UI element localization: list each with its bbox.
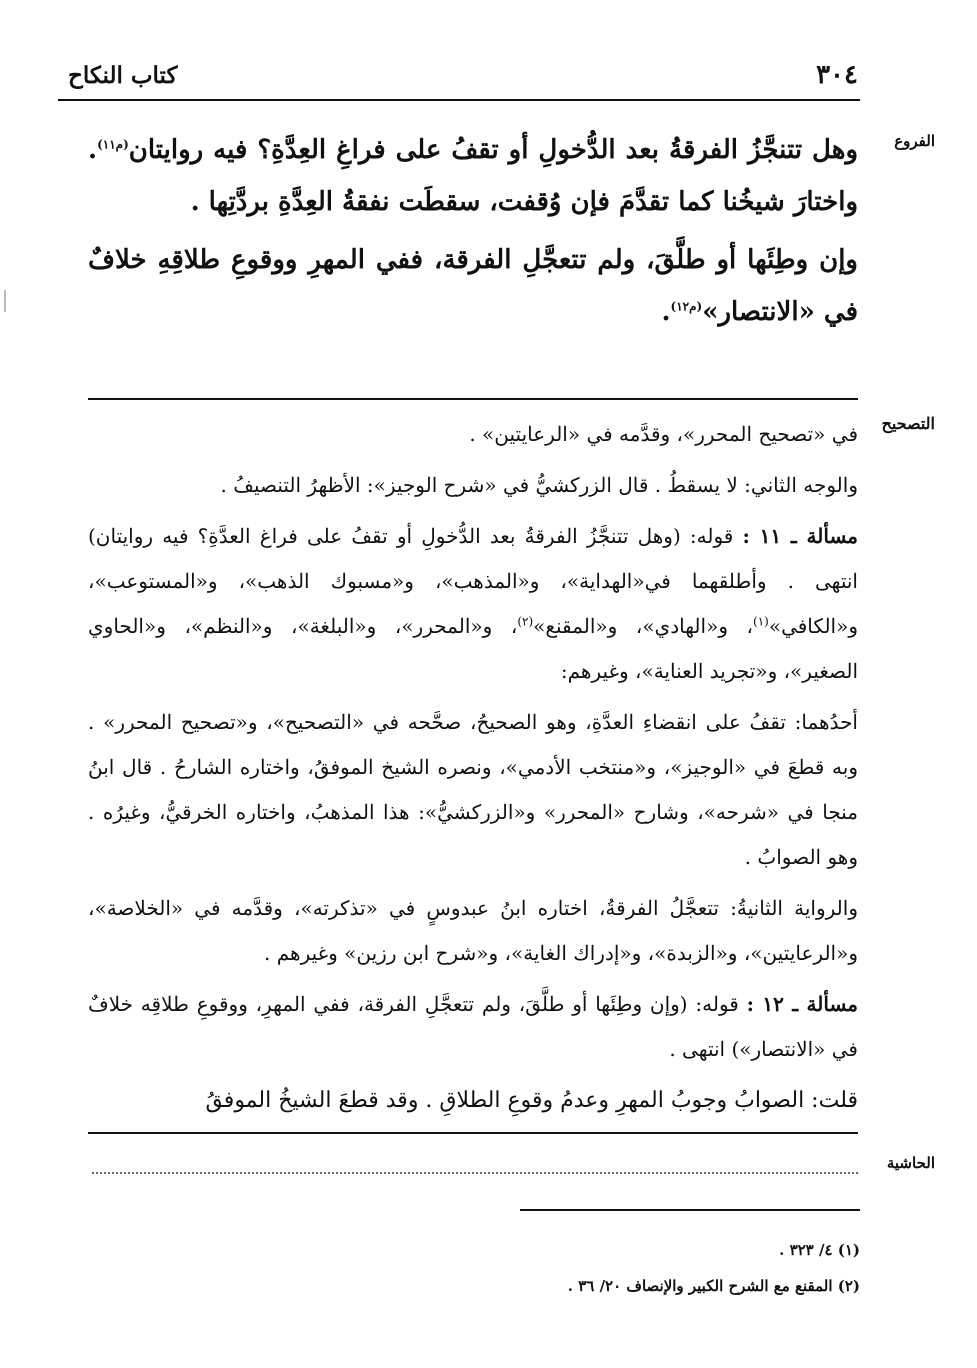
tashih-paragraph	[88, 514, 858, 694]
note-marker: (م١١)	[97, 137, 129, 152]
tashih-paragraph: والرواية الثانيةُ: تتعجَّلُ الفرقةُ، اختاره ابنُ عبدوسٍ في «تذكرته»، وقدَّمه في «الخلاصة»، و«الرعايتين»، و«الزبدة»، و«إدراك الغاية»، و«شرح ابن رزين» وغيرهم .	[88, 896, 858, 965]
section-divider	[88, 398, 858, 400]
footnotes	[300, 1232, 860, 1304]
issue-heading: مسألة ـ ١١ :	[742, 524, 858, 548]
tashih-paragraph	[88, 982, 858, 1072]
tashih-section-label: التصحيح	[881, 414, 935, 433]
tashih-paragraph: أحدُهما: تقفُ على انقضاءِ العدَّةِ، وهو الصحيحُ، صحَّحه في «التصحيح»، و«تصحيح المحرر» . وبه قطعَ في «الوجيز»، و«منتخب الأدمي»، ونصره الشيخ الموفقُ، واختاره الشارحُ . قال ابنُ منجا في «شرحه»، وشارح «المحرر» و«الزركشيُّ»: هذا المذهبُ، واختاره الخرقيُّ، وغيرُه . وهو الصوابُ .	[88, 710, 858, 869]
footnote-divider	[520, 1209, 860, 1211]
tashih-paragraph: في «تصحيح المحرر»، وقدَّمه في «الرعايتين» .	[469, 422, 858, 446]
furu-paragraph	[88, 124, 858, 228]
footnote-item: (١) ٤/ ٣٢٣ .	[779, 1241, 860, 1259]
issue-heading: مسألة ـ ١٢ :	[746, 992, 859, 1016]
margin-mark	[4, 290, 6, 312]
furu-text-block	[88, 124, 858, 338]
footnote-ref: (١)	[753, 614, 769, 629]
furu-text: .	[661, 297, 671, 327]
hashiya-section-label: الحاشية	[886, 1154, 935, 1172]
tashih-text: ، و«الهادي»، و«المقنع»	[533, 614, 754, 638]
page-header	[58, 58, 858, 98]
tashih-text-block	[88, 412, 858, 1123]
hashiya-dotted-line	[92, 1172, 858, 1174]
note-marker: (م١٢)	[670, 299, 703, 314]
furu-paragraph	[88, 234, 858, 338]
furu-text: وإن وطِئَها أو طلَّقَ، ولم تتعجَّلِ الفرقة، ففي المهرِ ووقوعِ طلاقِهِ خلافٌ في «الانتصار»	[88, 245, 858, 327]
section-divider	[88, 1132, 858, 1134]
tashih-paragraph: قلت: الصوابُ وجوبُ المهرِ وعدمُ وقوعِ الطلاقِ . وقد قطعَ الشيخُ الموفقُ	[205, 1088, 858, 1113]
footnote-item: (٢) المقنع مع الشرح الكبير والإنصاف ٢٠/ ٣٦ .	[567, 1277, 860, 1295]
footnote-ref: (٢)	[517, 614, 534, 629]
furu-text: وهل تتنجَّزُ الفرقةُ بعد الدُّخولِ أو تقفُ على فراغِ العِدَّةِ؟ فيه روايتان	[128, 135, 858, 165]
page-number: ٣٠٤	[816, 60, 858, 90]
tashih-text: قوله: (وإن وطِئَها أو طلَّقَ، ولم تتعجَّلِ الفرقة، ففي المهرِ، ووقوعِ طلاقِه خلافٌ في «الانتصار») انتهى .	[88, 992, 858, 1061]
running-title: كتاب النكاح	[68, 62, 178, 89]
furu-text: . واختارَ شيخُنا كما تقدَّمَ فإن وُقفت، سقطَت نفقةُ العِدَّةِ بردَّتِها .	[88, 135, 858, 217]
tashih-paragraph: والوجه الثاني: لا يسقطُ . قال الزركشيُّ في «شرح الوجيز»: الأظهرُ التنصيفُ .	[220, 473, 858, 497]
tashih-text: قوله: (وهل تتنجَّزُ الفرقةُ بعد الدُّخولِ أو تقفُ على فراغ العدَّةِ؟ فيه روايتان) انتهى . وأطلقهما في«الهداية»، و«المذهب»، و«مسبوك الذهب»، و«المستوعب»، و«الكافي»	[88, 524, 858, 638]
tashih-text: ، و«المحرر»، و«البلغة»، و«النظم»، و«الحاوي الصغير»، و«تجريد العناية»، وغيرهم:	[88, 614, 858, 683]
header-divider	[58, 99, 860, 101]
furu-section-label: الفروع	[894, 132, 935, 150]
